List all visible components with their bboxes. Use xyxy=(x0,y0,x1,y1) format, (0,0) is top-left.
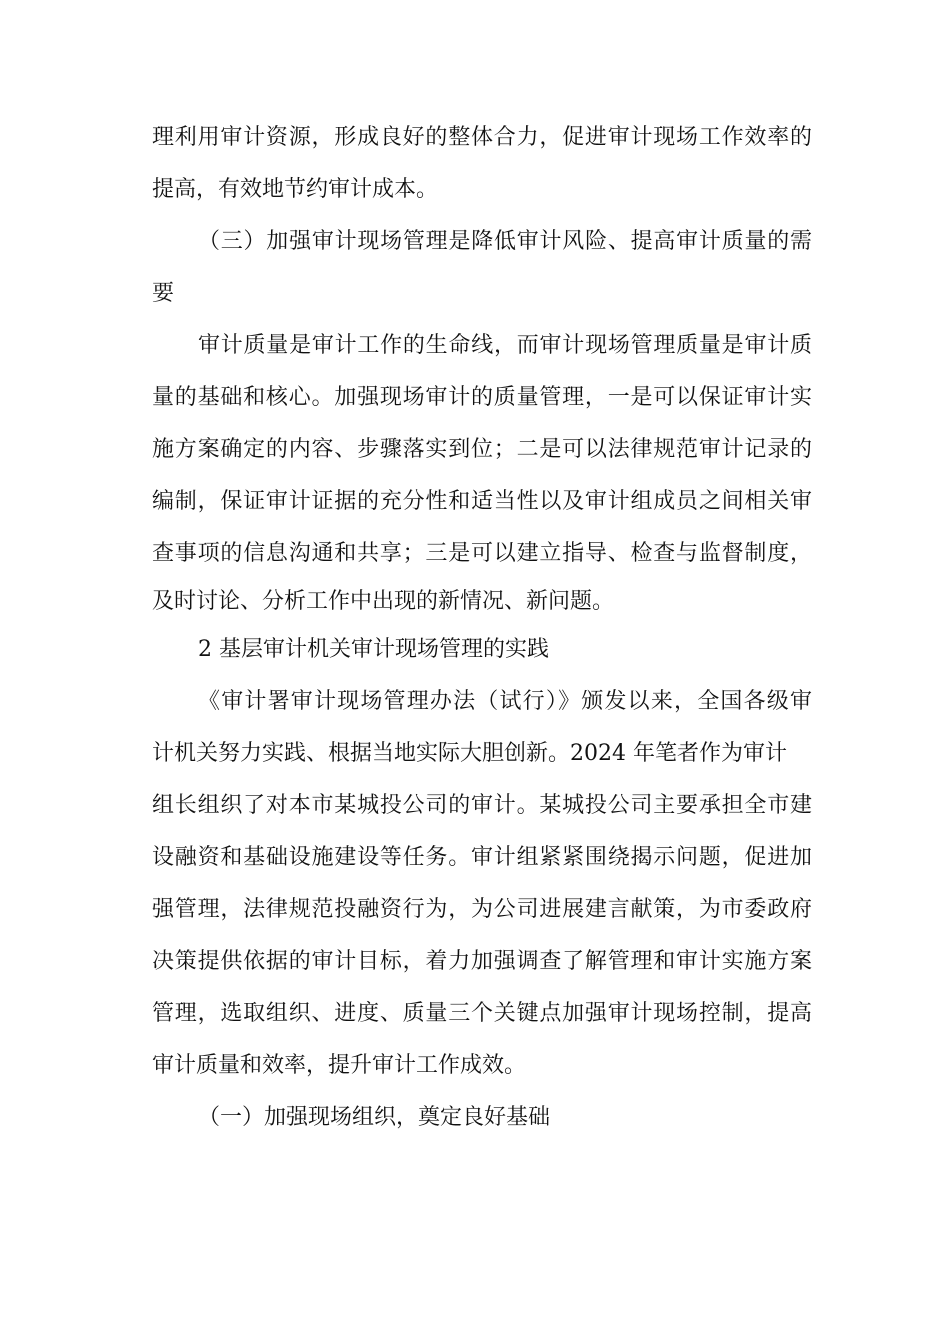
paragraph-line: 查事项的信息沟通和共享；三是可以建立指导、检查与监督制度， xyxy=(152,541,812,566)
paragraph-line: 强管理，法律规范投融资行为，为公司进展建言献策，为市委政府 xyxy=(152,897,812,922)
paragraph-line: 设融资和基础设施建设等任务。审计组紧紧围绕揭示问题，促进加 xyxy=(152,845,812,870)
paragraph-line: 审计质量和效率，提升审计工作成效。 xyxy=(152,1053,527,1078)
paragraph-line: 编制，保证审计证据的充分性和适当性以及审计组成员之间相关审 xyxy=(152,489,812,514)
paragraph-line: 《审计署审计现场管理办法（试行）》颁发以来，全国各级审 xyxy=(198,689,812,714)
paragraph-line: 量的基础和核心。加强现场审计的质量管理，一是可以保证审计实 xyxy=(152,385,812,410)
section-heading-continued: 要 xyxy=(152,281,175,306)
paragraph-line: 决策提供依据的审计目标，着力加强调查了解管理和审计实施方案 xyxy=(152,949,812,974)
text-line: 提高，有效地节约审计成本。 xyxy=(152,177,439,202)
section-heading: （三）加强审计现场管理是降低审计风险、提高审计质量的需 xyxy=(198,229,812,254)
paragraph-line: 及时讨论、分析工作中出现的新情况、新问题。 xyxy=(152,589,615,614)
paragraph-line: 审计质量是审计工作的生命线，而审计现场管理质量是审计质 xyxy=(198,333,812,358)
paragraph-line: 管理，选取组织、进度、质量三个关键点加强审计现场控制，提高 xyxy=(152,1001,812,1026)
subsection-heading: （一）加强现场组织，奠定良好基础 xyxy=(198,1105,551,1130)
paragraph-line: 计机关努力实践、根据当地实际大胆创新。2024 年笔者作为审计 xyxy=(152,741,787,766)
paragraph-line: 施方案确定的内容、步骤落实到位；二是可以法律规范审计记录的 xyxy=(152,437,812,462)
paragraph-line: 组长组织了对本市某城投公司的审计。某城投公司主要承担全市建 xyxy=(152,793,812,818)
chapter-heading: 2 基层审计机关审计现场管理的实践 xyxy=(198,637,549,662)
text-line: 理利用审计资源，形成良好的整体合力，促进审计现场工作效率的 xyxy=(152,125,812,150)
